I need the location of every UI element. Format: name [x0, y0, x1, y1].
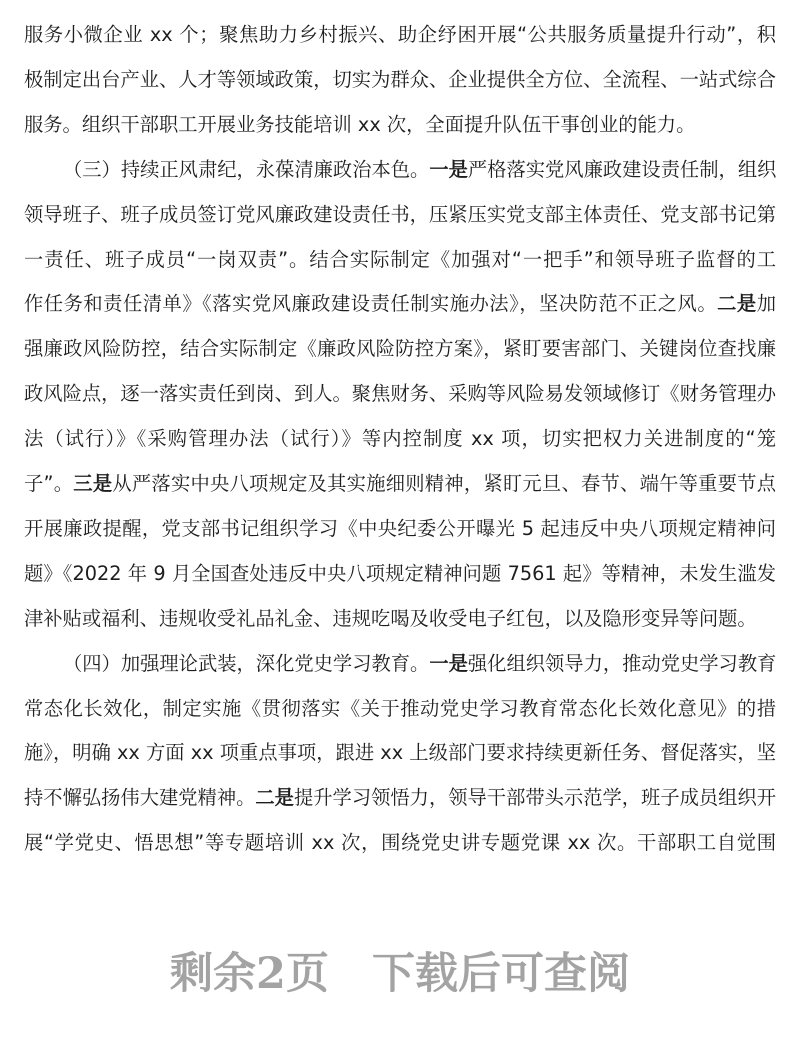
text-run: 从严落实中央八项规定及其实施细则精神，紧盯元旦、春节、端午等重要节点 — [112, 472, 777, 495]
text-line — [24, 334, 776, 364]
text-run: 强廉政风险防控，结合实际制定《廉政风险防控方案》，紧盯要害部门、关键岗位查找廉 — [24, 337, 776, 361]
text-run: 持不懈弘扬伟大建党精神。 — [24, 786, 256, 810]
remaining-pages-download-banner[interactable]: 剩余2页 下载后可查阅 — [170, 949, 630, 999]
text-run: 极制定出台产业、人才等领域政策，切实为群众、企业提供全方位、全流程、一站式综合 — [24, 67, 776, 91]
text-run: 提升学习领悟力，领导干部带头示范学，班子成员组织开 — [293, 786, 777, 810]
text-line — [24, 694, 776, 724]
bold-lead-phrase: 三是 — [73, 472, 113, 495]
text-line — [24, 289, 776, 319]
text-line — [24, 379, 776, 409]
text-line — [24, 424, 776, 454]
text-run: （四）加强理论武装，深化党史学习教育。 — [63, 651, 430, 675]
bold-lead-phrase: 一是 — [429, 157, 468, 181]
text-line — [24, 514, 776, 544]
text-run: 施》，明确 xx 方面 xx 项重点事项，跟进 xx 上级部门要求持续更新任务、督促落实，坚 — [24, 741, 776, 765]
text-run: 严格落实党风廉政建设责任制，组织 — [467, 157, 777, 181]
text-line — [24, 20, 776, 50]
text-line — [24, 604, 776, 634]
text-line — [24, 200, 776, 230]
bold-lead-phrase: 一是 — [429, 651, 468, 675]
text-line — [24, 783, 776, 813]
text-run: 题》《2022 年 9 月全国查处违反中央八项规定精神问题 7561 起》等精神，未发生滥发 — [24, 561, 776, 585]
text-run: 开展廉政提醒，党支部书记组织学习《中央纪委公开曝光 5 起违反中央八项规定精神问 — [24, 516, 776, 540]
text-line — [24, 469, 776, 499]
text-run: 作任务和责任清单》《落实党风廉政建设责任制实施办法》，坚决防范不正之风。 — [24, 292, 718, 316]
bold-lead-phrase: 二是 — [255, 786, 294, 810]
text-run: 服务小微企业 xx 个；聚焦助力乡村振兴、助企纾困开展“公共服务质量提升行动”，积 — [24, 23, 776, 46]
text-line — [24, 245, 776, 275]
text-run: 展“学党史、悟思想”等专题培训 xx 次，围绕党史讲专题党课 xx 次。干部职工自觉围 — [24, 831, 776, 855]
text-run: 强化组织领导力，推动党史学习教育 — [467, 651, 777, 675]
text-run: 服务。组织干部职工开展业务技能培训 xx 次，全面提升队伍干事创业的能力。 — [24, 112, 696, 136]
bold-lead-phrase: 二是 — [717, 292, 757, 316]
text-run: 津补贴或福利、违规收受礼品礼金、违规吃喝及收受电子红包，以及隐形变异等问题。 — [24, 606, 757, 630]
text-run: 子”。 — [24, 472, 74, 495]
text-line — [24, 110, 776, 140]
text-line — [24, 738, 776, 768]
text-run: 一责任、班子成员“一岗双责”。结合实际制定《加强对“一把手”和领导班子监督的工 — [24, 247, 776, 271]
text-run: 加 — [756, 292, 777, 316]
text-line — [24, 65, 776, 95]
text-line — [63, 155, 776, 185]
text-line — [24, 559, 776, 589]
text-run: （三）持续正风肃纪，永葆清廉政治本色。 — [63, 157, 430, 181]
text-run: 领导班子、班子成员签订党风廉政建设责任书，压紧压实党支部主体责任、党支部书记第 — [24, 202, 776, 226]
text-run: 常态化长效化，制定实施《贯彻落实《关于推动党史学习教育常态化长效化意见》的措 — [24, 696, 776, 720]
text-line — [63, 649, 776, 679]
text-run: 法（试行）》《采购管理办法（试行）》等内控制度 xx 项，切实把权力关进制度的“笼 — [24, 427, 776, 451]
text-line — [24, 828, 776, 858]
text-run: 政风险点，逐一落实责任到岗、到人。聚焦财务、采购等风险易发领域修订《财务管理办 — [24, 382, 776, 406]
